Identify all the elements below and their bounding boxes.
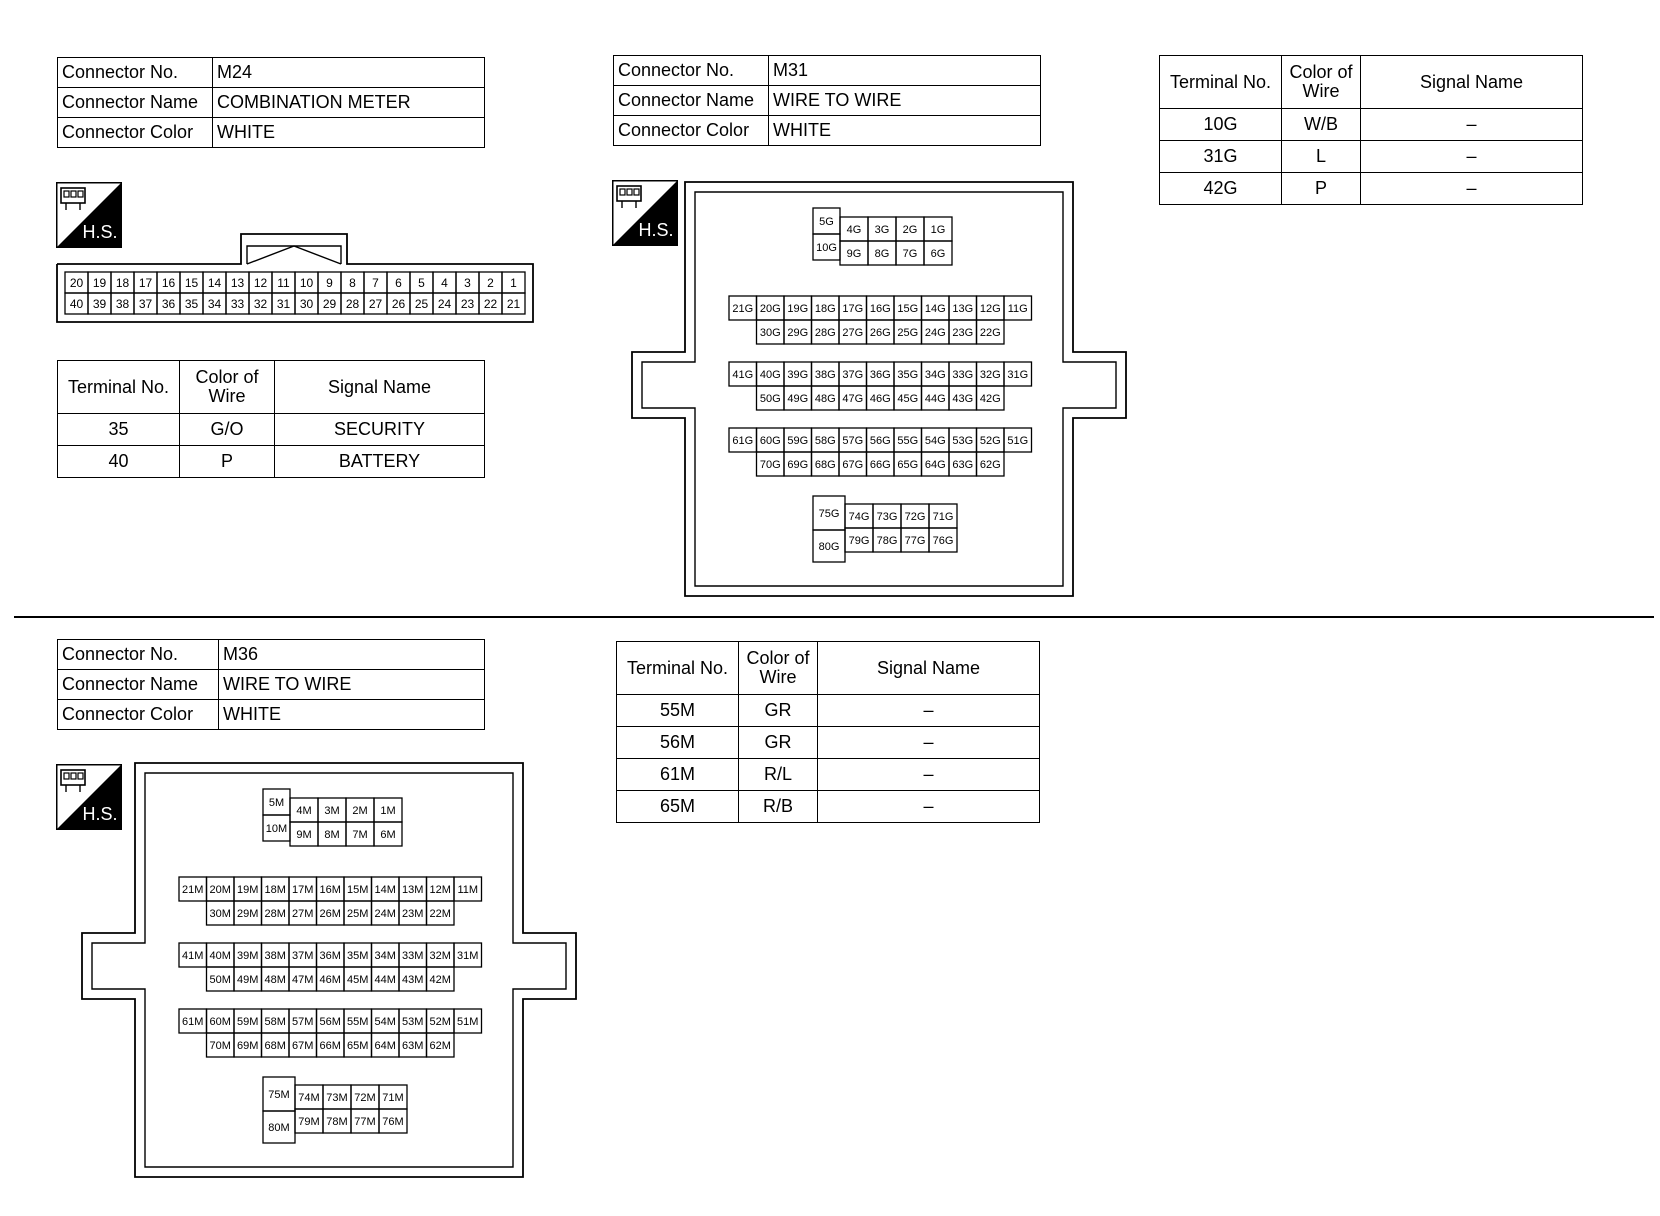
pin-label: 10 bbox=[299, 275, 314, 290]
pin-label: 73G bbox=[876, 510, 898, 523]
pin-label: 46G bbox=[869, 392, 891, 405]
pin-label: 14 bbox=[207, 275, 222, 290]
pin-label: 55G bbox=[897, 434, 919, 447]
pin-label: 27M bbox=[292, 907, 314, 920]
pin-label: 1G bbox=[930, 223, 946, 236]
pin-label: 33 bbox=[230, 296, 245, 311]
pin-label: 22G bbox=[979, 326, 1001, 339]
pin-label: 17 bbox=[138, 275, 153, 290]
pin-label: 42G bbox=[979, 392, 1001, 405]
pin-label: 58G bbox=[814, 434, 836, 447]
m36-terminal-table bbox=[616, 641, 1040, 823]
wire-color-header: Color of Wire bbox=[739, 642, 818, 695]
pin-label: 24 bbox=[437, 296, 452, 311]
pin-label: 79M bbox=[298, 1115, 320, 1128]
pin-label: 49G bbox=[787, 392, 809, 405]
pin-label: 26M bbox=[319, 907, 341, 920]
hs-label: H.S. bbox=[82, 804, 118, 824]
pin-label: 9 bbox=[326, 275, 333, 290]
pin-label: 52G bbox=[979, 434, 1001, 447]
pin-label: 26G bbox=[869, 326, 891, 339]
pin-label: 64G bbox=[924, 458, 946, 471]
pin-label: 17G bbox=[842, 302, 864, 315]
pin-label: 14G bbox=[924, 302, 946, 315]
pin-label: 5M bbox=[268, 796, 285, 809]
m31-connector-face bbox=[632, 182, 1126, 596]
pin-label: 21G bbox=[732, 302, 754, 315]
terminal-no-header: Terminal No. bbox=[1160, 56, 1282, 109]
pin-label: 43M bbox=[402, 973, 424, 986]
pin-label: 40G bbox=[759, 368, 781, 381]
connector-color-value: WHITE bbox=[213, 118, 485, 148]
table-row: 61M R/L – bbox=[617, 759, 1040, 791]
pin-label: 62M bbox=[429, 1039, 451, 1052]
pin-label: 64M bbox=[374, 1039, 396, 1052]
pin-label: 34G bbox=[924, 368, 946, 381]
pin-label: 56M bbox=[319, 1015, 341, 1028]
hs-label: H.S. bbox=[82, 222, 118, 242]
pin-label: 13M bbox=[402, 883, 424, 896]
pin-label: 30M bbox=[209, 907, 231, 920]
table-row: 55M GR – bbox=[617, 695, 1040, 727]
pin-label: 41M bbox=[182, 949, 204, 962]
pin-label: 69G bbox=[787, 458, 809, 471]
pin-label: 53M bbox=[402, 1015, 424, 1028]
pin-label: 19M bbox=[237, 883, 259, 896]
pin-label: 41G bbox=[732, 368, 754, 381]
pin-label: 10M bbox=[265, 822, 288, 835]
pin-label: 12 bbox=[253, 275, 268, 290]
pin-label: 20 bbox=[69, 275, 84, 290]
signal-name-header: Signal Name bbox=[1361, 56, 1583, 109]
pin-label: 62G bbox=[979, 458, 1001, 471]
pin-label: 13G bbox=[952, 302, 974, 315]
pin-label: 74G bbox=[848, 510, 870, 523]
pin-label: 35M bbox=[347, 949, 369, 962]
pin-label: 47M bbox=[292, 973, 314, 986]
pin-label: 58M bbox=[264, 1015, 286, 1028]
table-row: 10G W/B – bbox=[1160, 109, 1583, 141]
pin-label: 21M bbox=[182, 883, 204, 896]
pin-label: 45M bbox=[347, 973, 369, 986]
m24-connector-info bbox=[57, 57, 485, 148]
pin-label: 24G bbox=[924, 326, 946, 339]
pin-label: 61G bbox=[732, 434, 754, 447]
pin-label: 39G bbox=[787, 368, 809, 381]
signal-name-header: Signal Name bbox=[818, 642, 1040, 695]
pin-label: 15G bbox=[897, 302, 919, 315]
pin-label: 2M bbox=[352, 804, 368, 817]
pin-label: 55M bbox=[347, 1015, 369, 1028]
pin-label: 65M bbox=[347, 1039, 369, 1052]
pin-label: 22M bbox=[429, 907, 451, 920]
pin-label: 32G bbox=[979, 368, 1001, 381]
pin-label: 68M bbox=[264, 1039, 286, 1052]
pin-label: 8G bbox=[874, 247, 890, 260]
m24-terminal-table bbox=[57, 360, 485, 478]
connector-color-value: WHITE bbox=[219, 700, 485, 730]
pin-label: 36G bbox=[869, 368, 891, 381]
pin-label: 60G bbox=[759, 434, 781, 447]
pin-label: 44G bbox=[924, 392, 946, 405]
pin-label: 71M bbox=[382, 1091, 404, 1104]
connector-color-value: WHITE bbox=[769, 116, 1041, 146]
pin-label: 22 bbox=[483, 296, 498, 311]
m31-connector-info bbox=[613, 55, 1041, 146]
pin-label: 34 bbox=[207, 296, 222, 311]
pin-label: 19 bbox=[92, 275, 107, 290]
m36-connector-face bbox=[82, 763, 576, 1177]
pin-label: 6M bbox=[380, 828, 396, 841]
pin-label: 16M bbox=[319, 883, 341, 896]
pin-label: 42M bbox=[429, 973, 451, 986]
table-row: 65M R/B – bbox=[617, 791, 1040, 823]
connector-no-label: Connector No. bbox=[58, 58, 213, 88]
pin-label: 33G bbox=[952, 368, 974, 381]
pin-label: 20M bbox=[209, 883, 231, 896]
pin-label: 51M bbox=[457, 1015, 479, 1028]
pin-label: 73M bbox=[326, 1091, 348, 1104]
pin-label: 67M bbox=[292, 1039, 314, 1052]
pin-label: 3 bbox=[464, 275, 471, 290]
pin-label: 66G bbox=[869, 458, 891, 471]
pin-label: 15M bbox=[347, 883, 369, 896]
hs-label: H.S. bbox=[638, 220, 674, 240]
pin-label: 6 bbox=[395, 275, 402, 290]
pin-label: 43G bbox=[952, 392, 974, 405]
pin-label: 75G bbox=[818, 507, 840, 520]
pin-label: 26 bbox=[391, 296, 406, 311]
pin-label: 10G bbox=[816, 241, 837, 254]
pin-label: 25G bbox=[897, 326, 919, 339]
pin-label: 33M bbox=[402, 949, 424, 962]
pin-label: 63M bbox=[402, 1039, 424, 1052]
pin-label: 7M bbox=[352, 828, 368, 841]
pin-label: 37 bbox=[138, 296, 153, 311]
pin-label: 29G bbox=[787, 326, 809, 339]
pin-label: 39M bbox=[237, 949, 259, 962]
pin-label: 59G bbox=[787, 434, 809, 447]
pin-label: 48G bbox=[814, 392, 836, 405]
pin-label: 2G bbox=[902, 223, 918, 236]
pin-label: 79G bbox=[848, 534, 870, 547]
pin-label: 8 bbox=[349, 275, 356, 290]
pin-label: 61M bbox=[182, 1015, 204, 1028]
pin-label: 5G bbox=[819, 215, 834, 228]
pin-label: 37G bbox=[842, 368, 864, 381]
pin-label: 66M bbox=[319, 1039, 341, 1052]
pin-label: 77M bbox=[354, 1115, 376, 1128]
pin-label: 6G bbox=[930, 247, 946, 260]
section-divider bbox=[14, 616, 1654, 618]
pin-label: 28G bbox=[814, 326, 836, 339]
pin-label: 20G bbox=[759, 302, 781, 315]
connector-no-value: M31 bbox=[769, 56, 1041, 86]
pin-label: 44M bbox=[374, 973, 396, 986]
pin-label: 28 bbox=[345, 296, 360, 311]
pin-label: 72M bbox=[354, 1091, 376, 1104]
pin-label: 57G bbox=[842, 434, 864, 447]
pin-label: 8M bbox=[324, 828, 340, 841]
pin-label: 13 bbox=[230, 275, 245, 290]
pin-label: 31 bbox=[276, 296, 291, 311]
pin-label: 15 bbox=[184, 275, 199, 290]
pin-label: 23G bbox=[952, 326, 974, 339]
pin-label: 45G bbox=[897, 392, 919, 405]
table-row: 42G P – bbox=[1160, 173, 1583, 205]
connector-name-label: Connector Name bbox=[614, 86, 769, 116]
pin-label: 63G bbox=[952, 458, 974, 471]
pin-label: 54G bbox=[924, 434, 946, 447]
pin-label: 4 bbox=[441, 275, 448, 290]
pin-label: 48M bbox=[264, 973, 286, 986]
connector-name-label: Connector Name bbox=[58, 88, 213, 118]
connector-color-label: Connector Color bbox=[58, 118, 213, 148]
pin-label: 30G bbox=[759, 326, 781, 339]
pin-label: 11G bbox=[1007, 302, 1028, 315]
table-row: 35 G/O SECURITY bbox=[58, 414, 485, 446]
pin-label: 16G bbox=[869, 302, 891, 315]
pin-label: 36 bbox=[161, 296, 176, 311]
table-row: 56M GR – bbox=[617, 727, 1040, 759]
connector-color-label: Connector Color bbox=[58, 700, 219, 730]
pin-label: 67G bbox=[842, 458, 864, 471]
pin-label: 16 bbox=[161, 275, 176, 290]
connector-no-label: Connector No. bbox=[58, 640, 219, 670]
terminal-no-header: Terminal No. bbox=[617, 642, 739, 695]
table-row: 31G L – bbox=[1160, 141, 1583, 173]
pin-label: 18M bbox=[264, 883, 286, 896]
pin-label: 77G bbox=[904, 534, 926, 547]
pin-label: 29M bbox=[237, 907, 259, 920]
m24-connector-face bbox=[57, 234, 533, 324]
pin-label: 7 bbox=[372, 275, 379, 290]
pin-label: 2 bbox=[487, 275, 494, 290]
pin-label: 71G bbox=[932, 510, 954, 523]
pin-label: 52M bbox=[429, 1015, 451, 1028]
pin-label: 3G bbox=[874, 223, 890, 236]
pin-label: 50G bbox=[759, 392, 781, 405]
pin-label: 54M bbox=[374, 1015, 396, 1028]
pin-label: 60M bbox=[209, 1015, 231, 1028]
pin-label: 11M bbox=[457, 883, 479, 896]
pin-label: 40M bbox=[209, 949, 231, 962]
pin-label: 53G bbox=[952, 434, 974, 447]
pin-label: 12M bbox=[429, 883, 451, 896]
pin-label: 38 bbox=[115, 296, 130, 311]
pin-label: 57M bbox=[292, 1015, 314, 1028]
pin-label: 25M bbox=[347, 907, 369, 920]
pin-label: 68G bbox=[814, 458, 836, 471]
pin-label: 14M bbox=[374, 883, 396, 896]
pin-label: 70G bbox=[759, 458, 781, 471]
pin-label: 49M bbox=[237, 973, 259, 986]
m31-terminal-table bbox=[1159, 55, 1583, 205]
pin-label: 76G bbox=[932, 534, 954, 547]
pin-label: 39 bbox=[92, 296, 107, 311]
pin-label: 56G bbox=[869, 434, 891, 447]
pin-label: 80M bbox=[268, 1121, 290, 1134]
pin-label: 35G bbox=[897, 368, 919, 381]
pin-label: 27 bbox=[368, 296, 383, 311]
pin-label: 46M bbox=[319, 973, 341, 986]
pin-label: 75M bbox=[268, 1088, 290, 1101]
pin-label: 23M bbox=[402, 907, 424, 920]
pin-label: 18G bbox=[814, 302, 836, 315]
pin-label: 47G bbox=[842, 392, 864, 405]
pin-label: 38M bbox=[264, 949, 286, 962]
terminal-no-header: Terminal No. bbox=[58, 361, 180, 414]
pin-label: 59M bbox=[237, 1015, 259, 1028]
connector-color-label: Connector Color bbox=[614, 116, 769, 146]
pin-label: 1 bbox=[510, 275, 517, 290]
pin-label: 69M bbox=[237, 1039, 259, 1052]
pin-label: 9G bbox=[846, 247, 862, 260]
connector-no-value: M36 bbox=[219, 640, 485, 670]
pin-label: 1M bbox=[380, 804, 396, 817]
pin-label: 38G bbox=[814, 368, 836, 381]
pin-label: 30 bbox=[299, 296, 314, 311]
pin-label: 27G bbox=[842, 326, 864, 339]
connector-no-label: Connector No. bbox=[614, 56, 769, 86]
pin-label: 17M bbox=[292, 883, 314, 896]
pin-label: 9M bbox=[296, 828, 312, 841]
pin-label: 31G bbox=[1007, 368, 1029, 381]
pin-label: 76M bbox=[382, 1115, 404, 1128]
pin-label: 37M bbox=[292, 949, 314, 962]
pin-label: 32 bbox=[253, 296, 268, 311]
pin-label: 65G bbox=[897, 458, 919, 471]
pin-label: 21 bbox=[506, 296, 521, 311]
pin-label: 31M bbox=[457, 949, 479, 962]
pin-label: 51G bbox=[1007, 434, 1029, 447]
pin-label: 12G bbox=[979, 302, 1001, 315]
table-row: 40 P BATTERY bbox=[58, 446, 485, 478]
connector-no-value: M24 bbox=[213, 58, 485, 88]
pin-label: 74M bbox=[298, 1091, 320, 1104]
pin-label: 4M bbox=[296, 804, 312, 817]
pin-label: 80G bbox=[818, 540, 840, 553]
pin-label: 24M bbox=[374, 907, 396, 920]
pin-label: 50M bbox=[209, 973, 231, 986]
pin-label: 29 bbox=[322, 296, 337, 311]
pin-label: 32M bbox=[429, 949, 451, 962]
pin-label: 78G bbox=[876, 534, 898, 547]
connector-name-value: COMBINATION METER bbox=[213, 88, 485, 118]
pin-label: 11 bbox=[277, 275, 290, 290]
pin-label: 34M bbox=[374, 949, 396, 962]
pin-label: 4G bbox=[846, 223, 862, 236]
pin-label: 40 bbox=[69, 296, 84, 311]
pin-label: 19G bbox=[787, 302, 809, 315]
pin-label: 36M bbox=[319, 949, 341, 962]
signal-name-header: Signal Name bbox=[275, 361, 485, 414]
pin-label: 3M bbox=[324, 804, 340, 817]
pin-label: 72G bbox=[904, 510, 926, 523]
pin-label: 35 bbox=[184, 296, 199, 311]
pin-label: 23 bbox=[460, 296, 475, 311]
m36-connector-info bbox=[57, 639, 485, 730]
wire-color-header: Color of Wire bbox=[180, 361, 275, 414]
connector-name-label: Connector Name bbox=[58, 670, 219, 700]
pin-label: 25 bbox=[414, 296, 429, 311]
pin-label: 18 bbox=[115, 275, 130, 290]
pin-label: 78M bbox=[326, 1115, 348, 1128]
pin-label: 70M bbox=[209, 1039, 231, 1052]
pin-label: 7G bbox=[902, 247, 918, 260]
connector-name-value: WIRE TO WIRE bbox=[219, 670, 485, 700]
pin-label: 28M bbox=[264, 907, 286, 920]
pin-label: 5 bbox=[418, 275, 425, 290]
connector-name-value: WIRE TO WIRE bbox=[769, 86, 1041, 116]
wire-color-header: Color of Wire bbox=[1282, 56, 1361, 109]
